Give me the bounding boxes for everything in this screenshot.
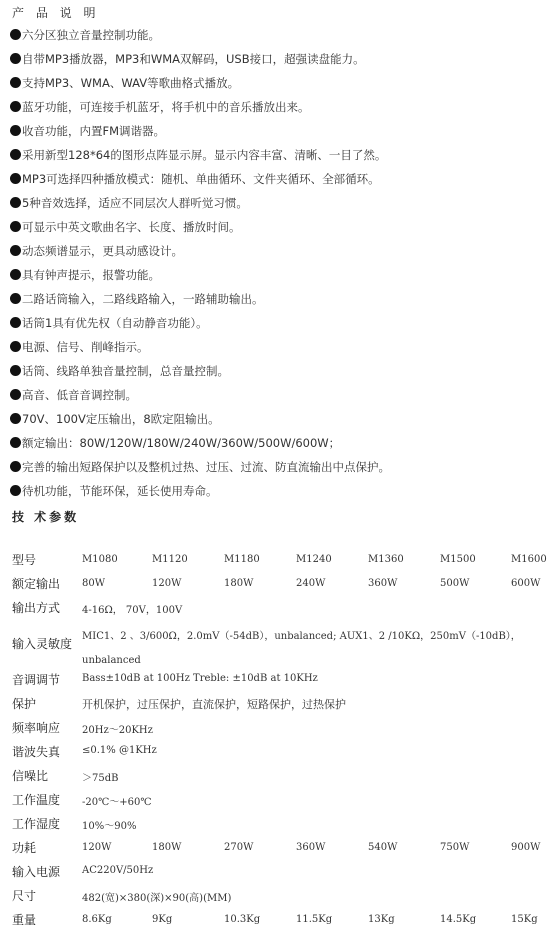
spec-label: 工作湿度	[12, 817, 61, 831]
spec-cell: M1240	[296, 554, 332, 565]
spec-row-weight	[12, 910, 552, 934]
list-item	[10, 147, 550, 171]
spec-cell: 900W	[511, 842, 541, 853]
list-item	[10, 51, 550, 75]
bullet-icon	[10, 413, 21, 424]
bullet-icon	[10, 53, 21, 64]
spec-value: ≤0.1% @1KHz	[82, 745, 157, 756]
list-item	[10, 315, 550, 339]
spec-cell: 80W	[82, 578, 106, 589]
list-item	[10, 171, 550, 195]
spec-cell: M1360	[368, 554, 404, 565]
spec-value: 开机保护，过压保护，直流保护，短路保护，过热保护	[82, 698, 346, 711]
list-item	[10, 219, 550, 243]
feature-text: 具有钟声提示，报警功能。	[22, 268, 160, 282]
spec-row-protection	[12, 694, 552, 718]
spec-value: ＞75dB	[82, 773, 119, 784]
bullet-icon	[10, 485, 21, 496]
spec-row-model	[12, 550, 552, 574]
spec-cell: 500W	[440, 578, 470, 589]
bullet-icon	[10, 77, 21, 88]
spec-row-tone	[12, 670, 552, 694]
list-item	[10, 459, 550, 483]
feature-text: 动态频谱显示，更具动感设计。	[22, 244, 183, 258]
bullet-icon	[10, 101, 21, 112]
spec-cell: 600W	[511, 578, 541, 589]
spec-label: 重量	[12, 913, 37, 927]
spec-cell: 270W	[224, 842, 254, 853]
spec-row-work-temp	[12, 790, 552, 814]
spec-row-rated-output	[12, 574, 552, 598]
spec-label: 信噪比	[12, 769, 49, 783]
spec-value: 4-16Ω， 70V，100V	[82, 605, 183, 616]
spec-cell: 14.5Kg	[440, 914, 477, 925]
spec-cell: 540W	[368, 842, 398, 853]
feature-text: 待机功能，节能环保，延长使用寿命。	[22, 484, 218, 498]
spec-value: AC220V/50Hz	[82, 865, 154, 876]
spec-value: 20Hz～20KHz	[82, 725, 153, 736]
spec-row-distortion	[12, 742, 552, 766]
bullet-icon	[10, 173, 21, 184]
bullet-icon	[10, 197, 21, 208]
bullet-icon	[10, 149, 21, 160]
spec-row-work-humidity	[12, 814, 552, 838]
spec-label: 功耗	[12, 841, 37, 855]
spec-cell: M1500	[440, 554, 476, 565]
bullet-icon	[10, 365, 21, 376]
spec-cell: 10.3Kg	[224, 914, 261, 925]
feature-text: 电源、信号、削峰指示。	[22, 340, 149, 354]
feature-text: 70V、100V定压输出，8欧定阻输出。	[22, 412, 220, 426]
list-item	[10, 195, 550, 219]
spec-label: 音调调节	[12, 673, 61, 687]
spec-cell: 750W	[440, 842, 470, 853]
spec-cell: 360W	[296, 842, 326, 853]
spec-value: 482(宽)×380(深)×90(高)(MM)	[82, 893, 232, 904]
spec-label: 尺寸	[12, 889, 37, 903]
spec-value: 10%～90%	[82, 821, 137, 832]
spec-label: 保护	[12, 697, 37, 711]
bullet-icon	[10, 293, 21, 304]
spec-label: 型号	[12, 553, 37, 567]
bullet-icon	[10, 461, 21, 472]
bullet-icon	[10, 437, 21, 448]
tech-params-heading: 技 术参数	[12, 510, 80, 524]
spec-label: 频率响应	[12, 721, 61, 735]
spec-label: 工作温度	[12, 793, 61, 807]
list-item	[10, 27, 550, 51]
spec-cell: 13Kg	[368, 914, 395, 925]
product-description-heading: 产 品 说 明	[12, 6, 100, 20]
list-item	[10, 435, 550, 459]
list-item	[10, 243, 550, 267]
spec-cell: 240W	[296, 578, 326, 589]
feature-text: 收音功能，内置FM调谐器。	[22, 124, 166, 138]
feature-text: 话筒1具有优先权（自动静音功能）。	[22, 316, 208, 330]
spec-row-snr	[12, 766, 552, 790]
feature-text: 支持MP3、WMA、WAV等歌曲格式播放。	[22, 76, 240, 90]
feature-text: 额定输出：80W/120W/180W/240W/360W/500W/600W；	[22, 436, 341, 450]
list-item	[10, 75, 550, 99]
spec-value: -20℃～+60℃	[82, 797, 152, 808]
feature-text: 高音、低音音调控制。	[22, 388, 137, 402]
bullet-icon	[10, 245, 21, 256]
feature-list	[10, 27, 550, 507]
spec-cell: 9Kg	[152, 914, 173, 925]
bullet-icon	[10, 389, 21, 400]
list-item	[10, 339, 550, 363]
spec-cell: M1080	[82, 554, 118, 565]
feature-text: 话筒、线路单独音量控制，总音量控制。	[22, 364, 229, 378]
spec-row-frequency-response	[12, 718, 552, 742]
spec-cell: 15Kg	[511, 914, 538, 925]
feature-text: 六分区独立音量控制功能。	[22, 28, 160, 42]
spec-cell: 180W	[224, 578, 254, 589]
feature-text: MP3可选择四种播放模式：随机、单曲循环、文件夹循环、全部循环。	[22, 172, 380, 186]
list-item	[10, 411, 550, 435]
feature-text: 可显示中英文歌曲名字、长度、播放时间。	[22, 220, 241, 234]
list-item	[10, 291, 550, 315]
spec-row-sensitivity	[12, 622, 552, 670]
spec-value: Bass±10dB at 100Hz Treble: ±10dB at 10KHz	[82, 673, 318, 684]
spec-cell: M1120	[152, 554, 188, 565]
list-item	[10, 363, 550, 387]
spec-value: MIC1、2 、3/600Ω，2.0mV（-54dB），unbalanced; AUX1、2 /10KΩ，250mV（-10dB），unbalanced	[82, 631, 521, 666]
bullet-icon	[10, 221, 21, 232]
list-item	[10, 99, 550, 123]
spec-row-output-mode	[12, 598, 552, 622]
bullet-icon	[10, 341, 21, 352]
feature-text: 蓝牙功能，可连接手机蓝牙，将手机中的音乐播放出来。	[22, 100, 310, 114]
feature-text: 二路话筒输入，二路线路输入，一路辅助输出。	[22, 292, 264, 306]
bullet-icon	[10, 125, 21, 136]
spec-label: 输入灵敏度	[12, 637, 73, 651]
spec-label: 输出方式	[12, 601, 61, 615]
spec-cell: 120W	[82, 842, 112, 853]
spec-row-power-consumption	[12, 838, 552, 862]
spec-cell: M1600	[511, 554, 547, 565]
spec-cell: 11.5Kg	[296, 914, 333, 925]
feature-text: 自带MP3播放器，MP3和WMA双解码，USB接口，超强读盘能力。	[22, 52, 365, 66]
feature-text: 完善的输出短路保护以及整机过热、过压、过流、防直流输出中点保护。	[22, 460, 390, 474]
spec-label: 额定输出	[12, 577, 61, 591]
bullet-icon	[10, 269, 21, 280]
feature-text: 5种音效选择，适应不同层次人群听觉习惯。	[22, 196, 248, 210]
list-item	[10, 267, 550, 291]
bullet-icon	[10, 317, 21, 328]
spec-cell: 120W	[152, 578, 182, 589]
list-item	[10, 387, 550, 411]
spec-cell: M1180	[224, 554, 260, 565]
spec-cell: 8.6Kg	[82, 914, 112, 925]
list-item	[10, 123, 550, 147]
spec-cell: 360W	[368, 578, 398, 589]
spec-table	[12, 550, 552, 934]
feature-text: 采用新型128*64的图形点阵显示屏。显示内容丰富、清晰、一目了然。	[22, 148, 387, 162]
spec-label: 谐波失真	[12, 745, 61, 759]
spec-cell: 180W	[152, 842, 182, 853]
bullet-icon	[10, 29, 21, 40]
list-item	[10, 483, 550, 507]
spec-row-input-power	[12, 862, 552, 886]
spec-label: 输入电源	[12, 865, 61, 879]
spec-row-size	[12, 886, 552, 910]
